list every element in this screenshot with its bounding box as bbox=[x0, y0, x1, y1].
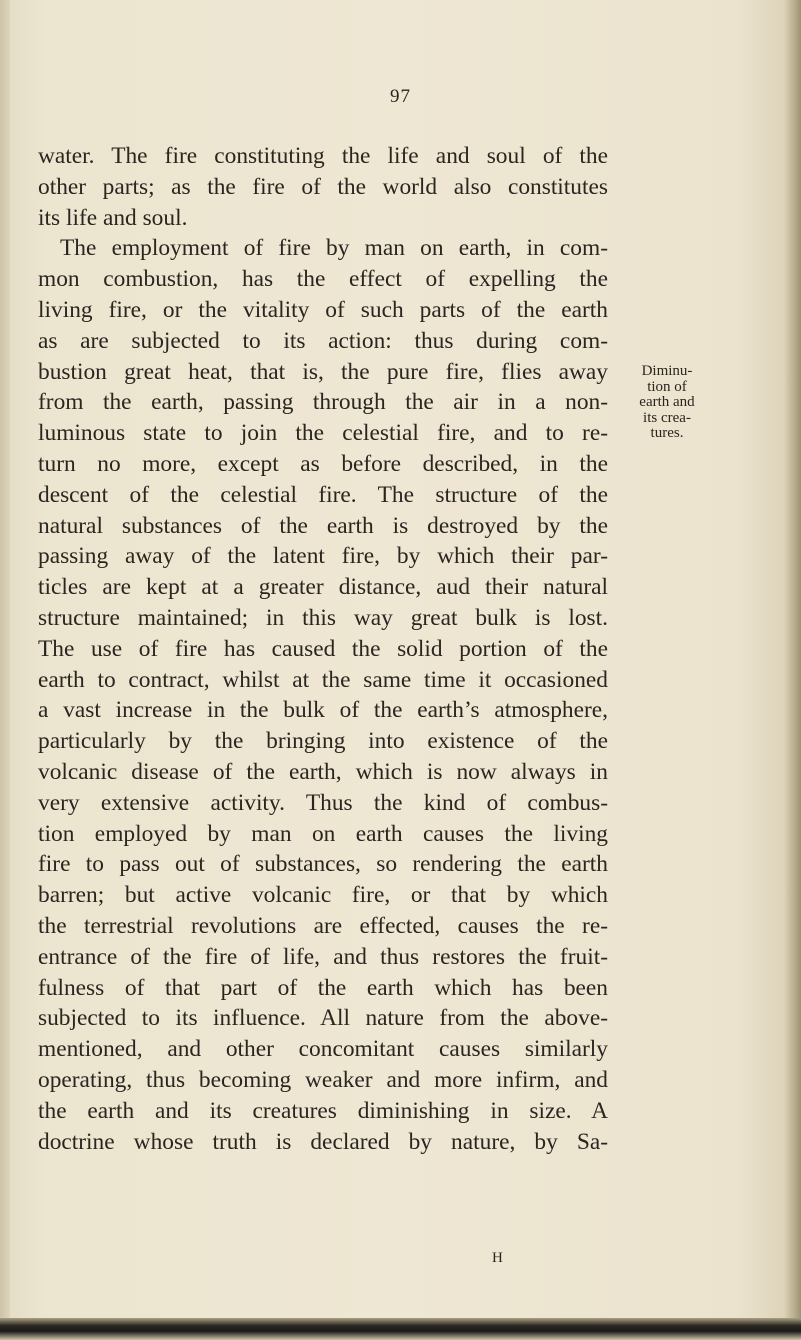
sidenote-line: Diminu- bbox=[641, 363, 693, 379]
page-number: 97 bbox=[390, 86, 411, 107]
text-line: entrance of the fire of life, and thus restores the fruit- bbox=[38, 943, 608, 970]
sidenote-line: earth and bbox=[639, 394, 695, 410]
text-line: mon combustion, has the effect of expelling the bbox=[38, 266, 608, 293]
text-line: particularly by the bringing into existence of the bbox=[38, 728, 608, 755]
sidenote-line: tures. bbox=[650, 425, 684, 441]
text-line: natural substances of the earth is destroyed by the bbox=[38, 512, 608, 539]
margin-sidenote bbox=[612, 364, 722, 442]
text-line: very extensive activity. Thus the kind of combus- bbox=[38, 789, 608, 816]
text-line: other parts; as the fire of the world also constitutes bbox=[38, 173, 608, 200]
text-line: descent of the celestial fire. The structure of the bbox=[38, 481, 608, 508]
text-line: subjected to its influence. All nature from the above- bbox=[38, 1005, 608, 1032]
text-line: its life and soul. bbox=[38, 204, 188, 231]
text-line: ticles are kept at a greater distance, aud their natural bbox=[38, 574, 608, 601]
text-line: doctrine whose truth is declared by nature, by Sa- bbox=[38, 1128, 608, 1155]
text-line: fulness of that part of the earth which has been bbox=[38, 974, 608, 1001]
scan-bottom-edge bbox=[0, 1318, 801, 1340]
main-text-block bbox=[38, 141, 608, 1157]
text-line: water. The fire constituting the life and soul of the bbox=[38, 143, 608, 169]
text-line: living fire, or the vitality of such parts of the earth bbox=[38, 296, 608, 323]
text-line: earth to contract, whilst at the same time it occasioned bbox=[38, 666, 608, 693]
text-line: bustion great heat, that is, the pure fire, flies away bbox=[38, 358, 608, 385]
sidenote-line: tion of bbox=[647, 378, 687, 395]
text-line: luminous state to join the celestial fire, and to re- bbox=[38, 420, 608, 447]
text-line: volcanic disease of the earth, which is now always in bbox=[38, 758, 608, 785]
text-line: the earth and its creatures diminishing in size. A bbox=[38, 1097, 608, 1124]
text-line: structure maintained; in this way great bulk is lost. bbox=[38, 604, 608, 631]
text-line: passing away of the latent fire, by which their par- bbox=[38, 543, 608, 570]
text-line: operating, thus becoming weaker and more infirm, and bbox=[38, 1066, 608, 1093]
text-line: turn no more, except as before described, in the bbox=[38, 450, 608, 477]
text-line: from the earth, passing through the air in a non- bbox=[38, 389, 608, 416]
signature-mark: H bbox=[492, 1250, 503, 1266]
page-left-edge bbox=[0, 0, 10, 1340]
page-right-edge bbox=[785, 0, 801, 1340]
text-line: tion employed by man on earth causes the living bbox=[38, 820, 608, 847]
text-line: as are subjected to its action: thus during com- bbox=[38, 327, 608, 354]
sidenote-line: its crea- bbox=[643, 409, 691, 426]
text-line: the terrestrial revolutions are effected, causes the re- bbox=[38, 912, 608, 939]
text-line: The use of fire has caused the solid portion of the bbox=[38, 635, 608, 662]
text-line: mentioned, and other concomitant causes similarly bbox=[38, 1036, 608, 1063]
text-line: a vast increase in the bulk of the earth’s atmosphere, bbox=[38, 697, 608, 724]
text-line: The employment of fire by man on earth, in com- bbox=[60, 235, 608, 262]
text-line: fire to pass out of substances, so rendering the earth bbox=[38, 851, 608, 878]
text-line: barren; but active volcanic fire, or that by which bbox=[38, 882, 608, 909]
